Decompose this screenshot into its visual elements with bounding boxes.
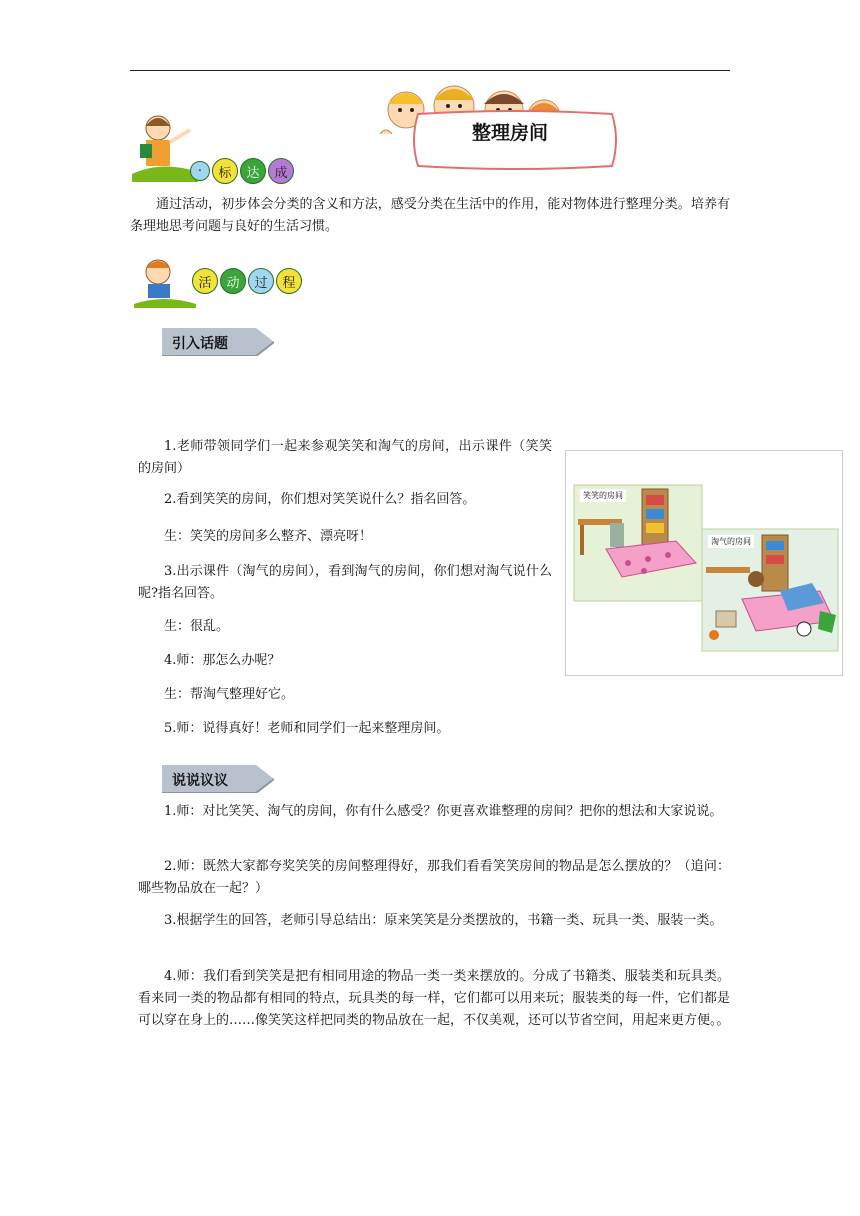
goal-badge-3: 成: [268, 158, 294, 184]
process-badge-3: 程: [276, 268, 302, 294]
intro-para-3: 3.出示课件（淘气的房间），看到淘气的房间，你们想对淘气说什么呢?指名回答。: [138, 564, 552, 601]
teacher-icon: [132, 112, 198, 182]
intro-para-7: 5.师：说得真好！老师和同学们一起来整理房间。: [164, 721, 450, 736]
intro-para-5: 4.师：那怎么办呢？: [164, 653, 281, 668]
process-badge-2: 过: [248, 268, 274, 294]
intro-para-0: 1.老师带领同学们一起来参观笑笑和淘气的房间，出示课件（笑笑的房间）: [138, 439, 552, 476]
page-title: 整理房间: [471, 122, 548, 144]
discuss-para-3: 4.师：我们看到笑笑是把有相同用途的物品一类一类来摆放的。分成了书籍类、服装类和玩具类。看来同一类的物品都有相同的特点，玩具类的每一样，它们都可以用来玩；服装类的每一件，它们都是可以穿在身上的……像笑笑这样把同类的物品放在一起，不仅美观，还可以节省空间，用起来更方便。。: [138, 969, 730, 1028]
intro-para-4: 生：很乱。: [164, 619, 230, 634]
intro-para-2: 生：笑笑的房间多么整齐、漂亮呀！: [164, 529, 373, 544]
discuss-para-1: 2.师：既然大家都夸奖笑笑的房间整理得好，那我们看看笑笑房间的物品是怎么摆放的？（追问：哪些物品放在一起？）: [138, 859, 730, 896]
process-badges: [192, 268, 302, 294]
discuss-para-0: 1.师：对比笑笑、淘气的房间，你有什么感受？你更喜欢谁整理的房间？把你的想法和大家说说。: [164, 804, 723, 819]
boy-icon: [134, 256, 196, 308]
tag-intro: 引入话题: [162, 328, 274, 356]
discuss-para-2: 3.根据学生的回答，老师引导总结出：原来笑笑是分类摆放的，书籍一类、玩具一类、服装一类。: [164, 913, 723, 928]
top-rule: [130, 70, 730, 71]
goal-text: 通过活动，初步体会分类的含义和方法，感受分类在生活中的作用，能对物体进行整理分类。培养有条理地思考问题与良好的生活习惯。: [130, 197, 730, 234]
room-label-messy: 淘气的房间: [708, 535, 754, 548]
room-label-tidy: 笑笑的房间: [580, 489, 626, 502]
intro-para-1: 2.看到笑笑的房间，你们想对笑笑说什么？指名回答。: [164, 492, 476, 507]
intro-para-6: 生：帮淘气整理好它。: [164, 687, 295, 702]
goal-badge-2: 达: [240, 158, 266, 184]
rooms-illustration: [565, 450, 843, 676]
tag-discuss: 说说议议: [162, 765, 274, 793]
goal-badge-0: ·: [190, 161, 210, 181]
goal-badges: [190, 158, 294, 184]
goal-badge-1: 标: [212, 158, 238, 184]
process-badge-0: 活: [192, 268, 218, 294]
process-badge-1: 动: [220, 268, 246, 294]
